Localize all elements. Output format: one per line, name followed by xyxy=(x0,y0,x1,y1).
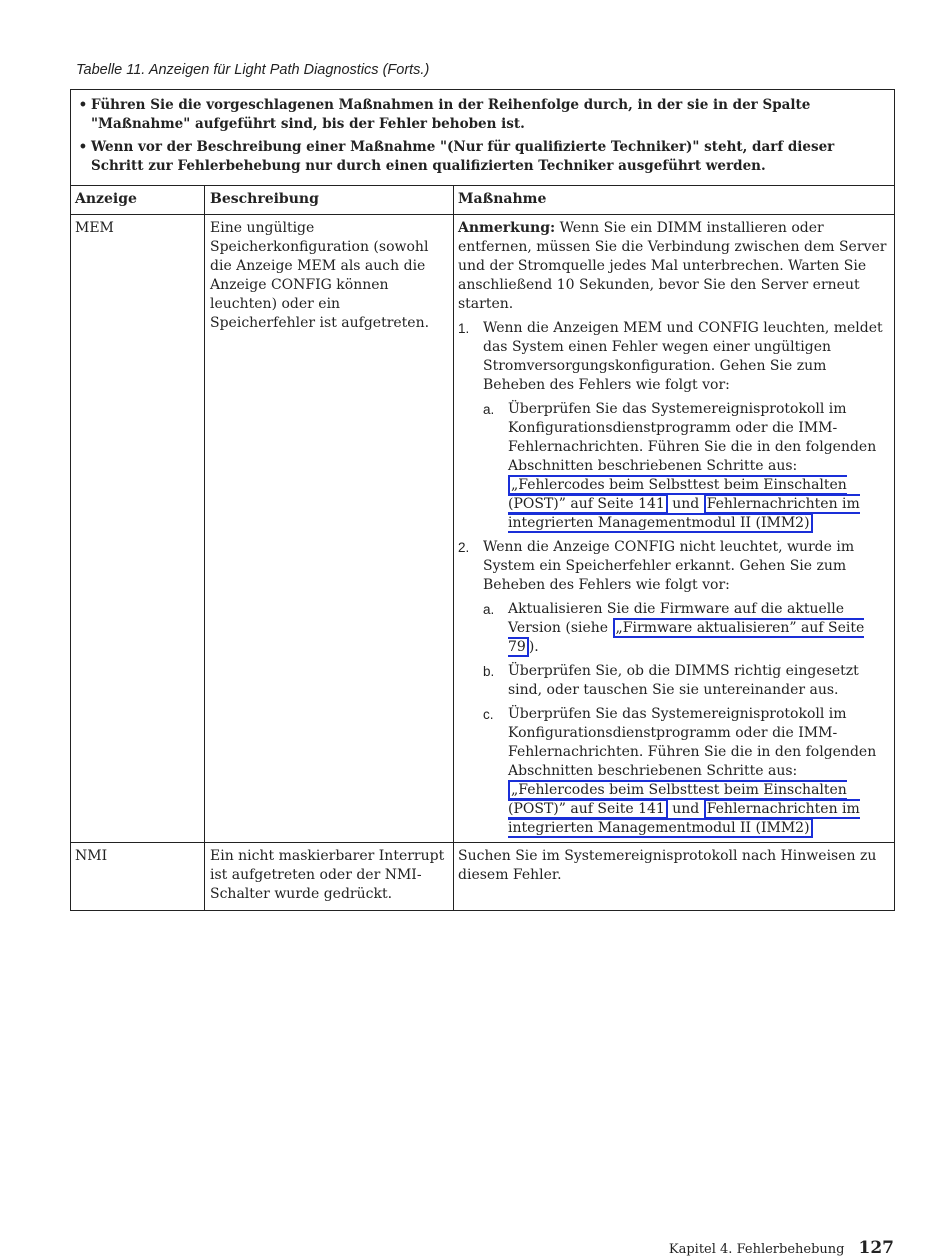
bullet-icon: • xyxy=(78,139,88,155)
substep-text: Überprüfen Sie, ob die DIMMS richtig eingesetzt sind, oder tauschen Sie sie untereinander aus. xyxy=(508,663,859,698)
substep-1a xyxy=(483,400,890,533)
cell-indicator: MEM xyxy=(71,215,205,842)
link-firmware-update[interactable]: „Firmware aktualisieren” auf Seite 79 xyxy=(508,620,865,655)
step-number: 2. xyxy=(458,540,470,555)
cell-action: Suchen Sie im Systemereignisprotokoll nach Hinweisen zu diesem Fehler. xyxy=(458,848,877,883)
table-row-mem xyxy=(71,215,894,843)
note-item xyxy=(75,138,886,176)
header-beschreibung: Beschreibung xyxy=(205,186,454,214)
link-imm2-messages[interactable]: Fehlernachrichten im integrierten Managementmodul II (IMM2) xyxy=(508,496,860,531)
chapter-title: Kapitel 4. Fehlerbehebung xyxy=(668,1242,845,1257)
link-post-error-codes[interactable]: „Fehlercodes beim Selbsttest beim Einschalten (POST)” auf Seite 141 xyxy=(508,477,847,512)
conjunction-text: und xyxy=(667,496,704,512)
substep-text: Überprüfen Sie das Systemereignisprotokoll im Konfigurationsdienstprogramm oder die IMM-Fehlernachrichten. Führen Sie die in den folgenden Abschnitten beschriebenen Schritte aus: xyxy=(508,401,877,474)
page-footer xyxy=(669,1238,894,1258)
cell-description: Ein nicht maskierbarer Interrupt ist aufgetreten oder der NMI-Schalter wurde gedrückt. xyxy=(205,843,454,910)
substep-2c xyxy=(483,705,890,838)
link-post-error-codes[interactable]: „Fehlercodes beim Selbsttest beim Einschalten (POST)” auf Seite 141 xyxy=(508,782,847,817)
note-label: Anmerkung: xyxy=(458,220,556,236)
step-number: 1. xyxy=(458,321,470,336)
bullet-icon: • xyxy=(78,97,88,113)
step-1 xyxy=(458,319,890,533)
note-body: Wenn Sie ein DIMM installieren oder entfernen, müssen Sie die Verbindung zwischen dem Server und der Stromquelle jedes Mal unterbrechen. Warten Sie anschließend 10 Sekunden, bevor Sie den Server erneut starten. xyxy=(458,220,887,312)
table-header-row xyxy=(71,186,894,215)
conjunction-text: und xyxy=(667,801,704,817)
substep-2a xyxy=(483,600,890,657)
step-2 xyxy=(458,538,890,838)
substep-2b xyxy=(483,662,890,700)
page-number: 127 xyxy=(858,1238,894,1258)
link-imm2-messages[interactable]: Fehlernachrichten im integrierten Managementmodul II (IMM2) xyxy=(508,801,860,836)
substep-end: ). xyxy=(528,639,539,655)
table-row-nmi xyxy=(71,843,894,910)
substep-letter: b. xyxy=(483,664,495,679)
note-text: Wenn vor der Beschreibung einer Maßnahme "(Nur für qualifizierte Techniker)" steht, darf dieser Schritt zur Fehlerbehebung nur durch einen qualifizierten Techniker ausgeführt werden. xyxy=(91,139,835,174)
step-text: Wenn die Anzeige CONFIG nicht leuchtet, wurde im System ein Speicherfehler erkannt. Gehen Sie zum Beheben des Fehlers wie folgt vor: xyxy=(483,539,855,593)
substep-letter: a. xyxy=(483,602,495,617)
substep-letter: c. xyxy=(483,707,494,722)
cell-action xyxy=(454,215,894,842)
table-notes xyxy=(71,90,894,186)
note-text: Führen Sie die vorgeschlagenen Maßnahmen in der Reihenfolge durch, in der sie in der Spalte "Maßnahme" aufgeführt sind, bis der Fehler behoben ist. xyxy=(91,97,811,132)
substep-letter: a. xyxy=(483,402,495,417)
diagnostics-table xyxy=(70,89,895,911)
cell-indicator: NMI xyxy=(71,843,205,910)
table-caption: Tabelle 11. Anzeigen für Light Path Diagnostics (Forts.) xyxy=(76,62,430,78)
step-text: Wenn die Anzeigen MEM und CONFIG leuchten, meldet das System einen Fehler wegen einer ungültigen Stromversorgungskonfiguration. Gehen Sie zum Beheben des Fehlers wie folgt vor: xyxy=(483,320,883,393)
substep-text: Überprüfen Sie das Systemereignisprotokoll im Konfigurationsdienstprogramm oder die IMM-Fehlernachrichten. Führen Sie die in den folgenden Abschnitten beschriebenen Schritte aus: xyxy=(508,706,877,779)
cell-description: Eine ungültige Speicherkonfiguration (sowohl die Anzeige MEM als auch die Anzeige CONFIG können leuchten) oder ein Speicherfehler ist aufgetreten. xyxy=(205,215,454,842)
header-anzeige: Anzeige xyxy=(71,186,205,214)
header-massnahme: Maßnahme xyxy=(458,191,547,207)
substep-text: Aktualisieren Sie die Firmware auf die aktuelle Version (siehe xyxy=(508,601,844,636)
note-item xyxy=(75,96,886,134)
action-note xyxy=(458,219,890,314)
